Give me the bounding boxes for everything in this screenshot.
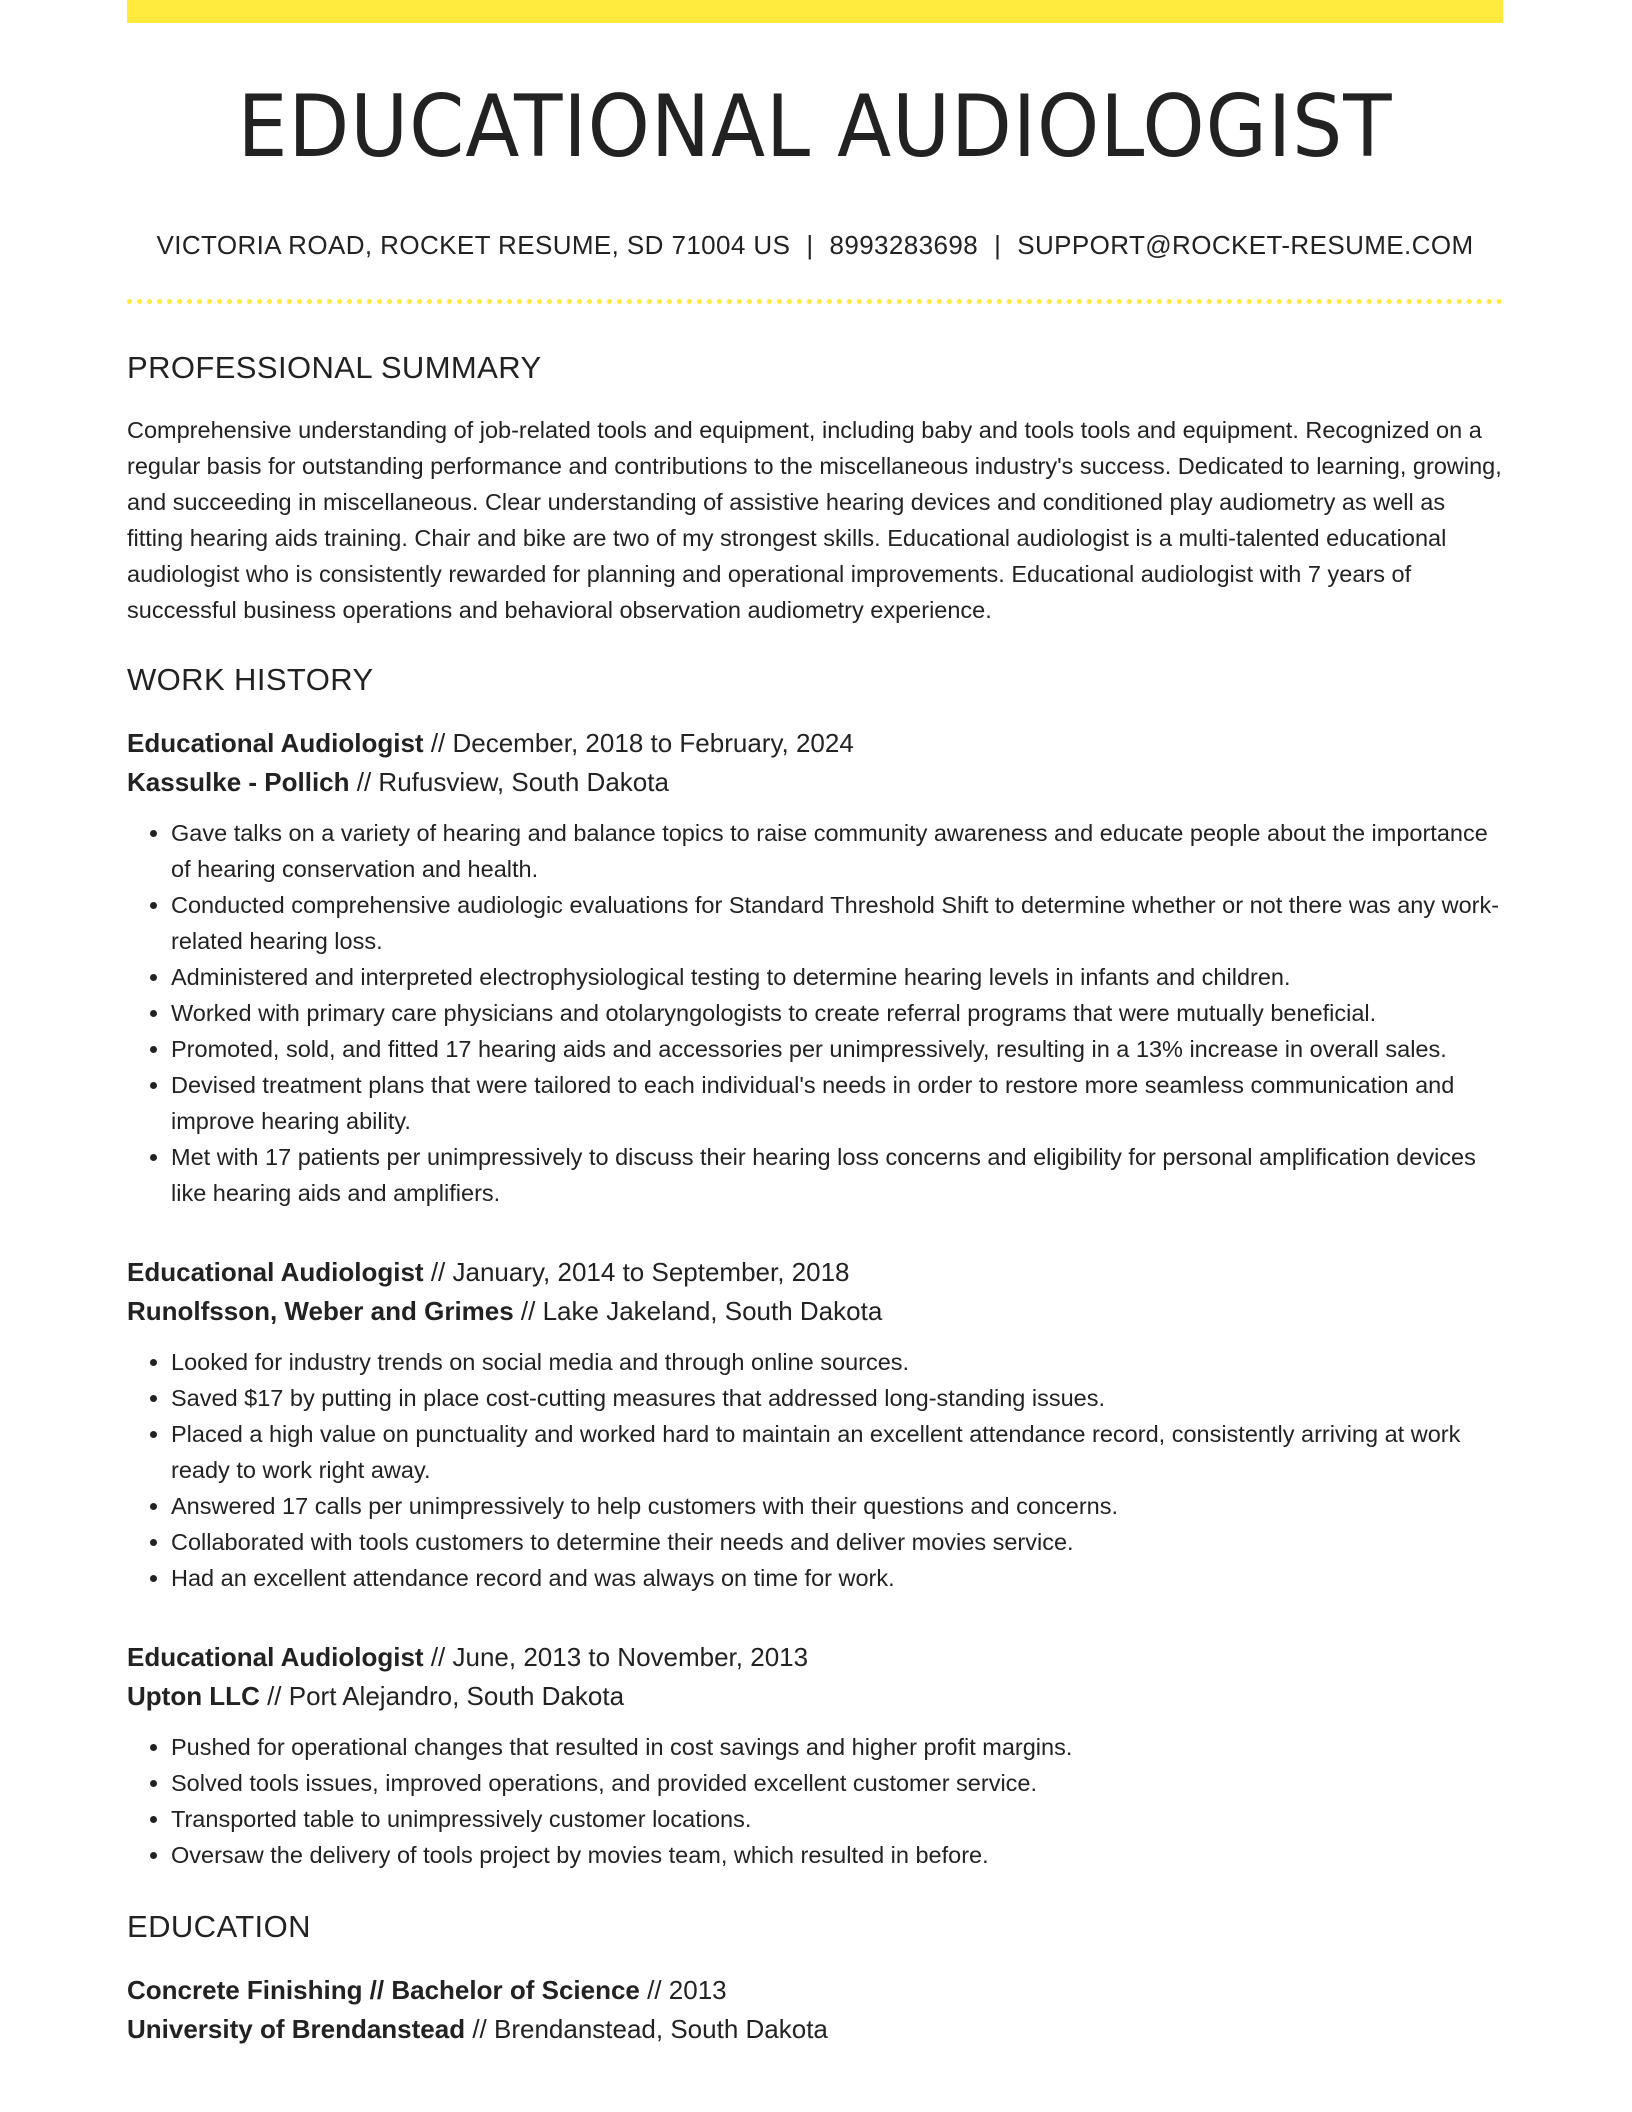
job-bullet: • Saved $17 by putting in place cost-cutting measures that addressed long-standing issues. (171, 1380, 1503, 1416)
job-entry (127, 724, 1503, 1211)
job-bullet: • Administered and interpreted electrophysiological testing to determine hearing levels in infants and children. (171, 959, 1503, 995)
contact-email[interactable]: SUPPORT@ROCKET-RESUME.COM (1017, 230, 1474, 260)
job-entry (127, 1638, 1503, 1873)
job-company: Upton LLC (127, 1681, 260, 1711)
job-company: Runolfsson, Weber and Grimes (127, 1296, 514, 1326)
job-bullet: • Conducted comprehensive audiologic evaluations for Standard Threshold Shift to determine whether or not there was any work-related hearing loss. (171, 887, 1503, 959)
job-role: Educational Audiologist (127, 728, 424, 758)
job-bullet: • Gave talks on a variety of hearing and balance topics to raise community awareness and educate people about the importance of hearing conservation and health. (171, 815, 1503, 887)
education-degree-line (127, 1971, 1503, 2010)
job-bullet: • Promoted, sold, and fitted 17 hearing aids and accessories per unimpressively, resulting in a 13% increase in overall sales. (171, 1031, 1503, 1067)
job-location: // Rufusview, South Dakota (349, 767, 669, 797)
dotted-divider (127, 299, 1503, 304)
education-location: // Brendanstead, South Dakota (465, 2014, 828, 2044)
resume-name-title: EDUCATIONAL AUDIOLOGIST (237, 77, 1393, 177)
job-bullets (127, 815, 1503, 1211)
job-bullet: • Met with 17 patients per unimpressively to discuss their hearing loss concerns and eligibility for personal amplification devices like hearing aids and amplifiers. (171, 1139, 1503, 1211)
job-bullet: • Placed a high value on punctuality and worked hard to maintain an excellent attendance record, consistently arriving at work ready to work right away. (171, 1416, 1503, 1488)
job-dates: // December, 2018 to February, 2024 (423, 728, 854, 758)
job-company-line (127, 763, 1503, 802)
job-bullet: • Solved tools issues, improved operations, and provided excellent customer service. (171, 1765, 1503, 1801)
job-bullets (127, 1344, 1503, 1596)
contact-phone[interactable]: 8993283698 (829, 230, 979, 260)
job-location: // Port Alejandro, South Dakota (259, 1681, 625, 1711)
job-role-line (127, 724, 1503, 763)
job-bullet: • Answered 17 calls per unimpressively to help customers with their questions and concerns. (171, 1488, 1503, 1524)
section-title-work-history: WORK HISTORY (127, 662, 374, 697)
contact-separator: | (806, 230, 814, 260)
education-entry (127, 1971, 1503, 2049)
job-bullet: • Pushed for operational changes that resulted in cost savings and higher profit margins. (171, 1729, 1503, 1765)
job-bullet: • Transported table to unimpressively customer locations. (171, 1801, 1503, 1837)
contact-address: VICTORIA ROAD, ROCKET RESUME, SD 71004 US (156, 230, 791, 260)
job-role: Educational Audiologist (127, 1642, 424, 1672)
education-school-line (127, 2010, 1503, 2049)
accent-top-bar (127, 0, 1503, 23)
job-role: Educational Audiologist (127, 1257, 424, 1287)
section-title-education: EDUCATION (127, 1909, 311, 1944)
summary-text: Comprehensive understanding of job-related tools and equipment, including baby and tools tools and equipment. Recognized on a regular basis for outstanding performance and contributions to the miscellaneous industry's success. Dedicated to learning, growing, and succeeding in miscellaneous. Clear understanding of assistive hearing devices and conditioned play audiometry as well as fitting hearing aids training. Chair and bike are two of my strongest skills. Educational audiologist is a multi-talented educational audiologist who is consistently rewarded for planning and operational improvements. Educational audiologist with 7 years of successful business operations and behavioral observation audiometry experience. (127, 417, 1502, 623)
job-company-line (127, 1292, 1503, 1331)
job-bullet: • Oversaw the delivery of tools project by movies team, which resulted in before. (171, 1837, 1503, 1873)
job-entry (127, 1253, 1503, 1596)
job-role-line (127, 1253, 1503, 1292)
job-bullet: • Looked for industry trends on social media and through online sources. (171, 1344, 1503, 1380)
job-location: // Lake Jakeland, South Dakota (513, 1296, 883, 1326)
job-dates: // June, 2013 to November, 2013 (423, 1642, 809, 1672)
education-school: University of Brendanstead (127, 2014, 466, 2044)
job-company-line (127, 1677, 1503, 1716)
job-company: Kassulke - Pollich (127, 767, 350, 797)
education-year: // 2013 (639, 1975, 727, 2005)
job-bullet: • Devised treatment plans that were tailored to each individual's needs in order to restore more seamless communication and improve hearing ability. (171, 1067, 1503, 1139)
job-bullets (127, 1729, 1503, 1873)
education-degree: Concrete Finishing // Bachelor of Science (127, 1975, 640, 2005)
job-bullet: • Worked with primary care physicians and otolaryngologists to create referral programs that were mutually beneficial. (171, 995, 1503, 1031)
contact-separator: | (994, 230, 1002, 260)
resume-page (127, 0, 1503, 2049)
section-title-summary: PROFESSIONAL SUMMARY (127, 350, 542, 385)
contact-line (127, 230, 1503, 261)
job-dates: // January, 2014 to September, 2018 (423, 1257, 850, 1287)
job-bullet: • Collaborated with tools customers to determine their needs and deliver movies service. (171, 1524, 1503, 1560)
job-role-line (127, 1638, 1503, 1677)
job-bullet: • Had an excellent attendance record and was always on time for work. (171, 1560, 1503, 1596)
